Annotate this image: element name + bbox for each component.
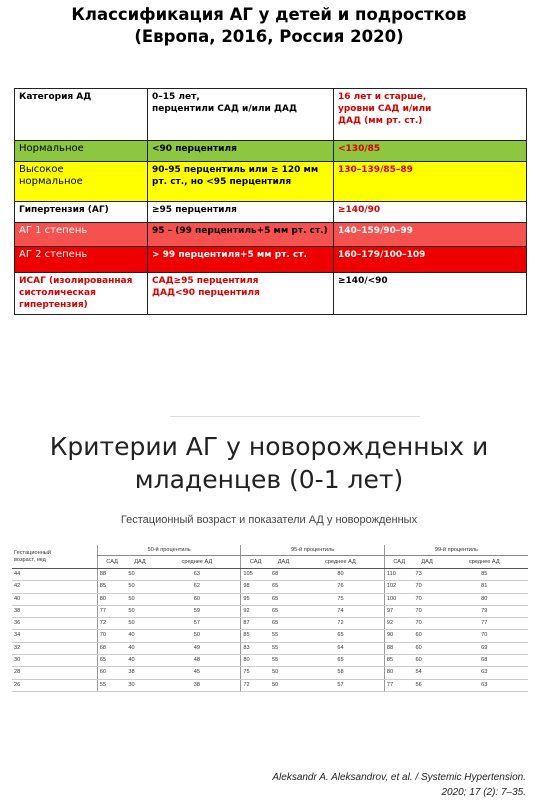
bp-value-cell: 70: [414, 593, 441, 605]
subhead-dbp: ДАД: [414, 556, 441, 569]
table-row: [15, 162, 527, 202]
bp-value-cell: 83: [241, 642, 270, 654]
bp-value-cell: 56: [414, 679, 441, 691]
bp-value-cell: 92: [241, 605, 270, 617]
gestational-age-cell: 42: [12, 581, 97, 593]
bp-value-cell: 50: [126, 593, 153, 605]
category-cell: АГ 2 степень: [15, 247, 148, 273]
bp-value-cell: 50: [126, 581, 153, 593]
title2-line-1: Критерии АГ у новорожденных и: [49, 432, 489, 461]
gestational-age-cell: 38: [12, 605, 97, 617]
bp-value-cell: 72: [241, 679, 270, 691]
bp-value-cell: 74: [297, 605, 384, 617]
table-row: [15, 202, 527, 223]
group-header-95: 95-й процентиль: [241, 545, 385, 556]
bp-value-cell: 57: [297, 679, 384, 691]
bp-value-cell: 80: [297, 569, 384, 581]
bp-value-cell: 50: [126, 605, 153, 617]
bp-value-cell: 60: [153, 593, 240, 605]
bp-value-cell: 80: [241, 655, 270, 667]
bp-value-cell: 68: [441, 655, 528, 667]
bp-value-cell: 75: [297, 593, 384, 605]
table-row: [12, 679, 528, 691]
bp-value-cell: 60: [414, 655, 441, 667]
bp-value-cell: 40: [126, 655, 153, 667]
title-line-2: (Европа, 2016, Россия 2020): [134, 27, 404, 46]
bp-value-cell: 62: [153, 581, 240, 593]
children-value-cell: 95 – (99 перцентиль+5 мм рт. ст.): [148, 223, 334, 247]
bp-value-cell: 75: [241, 667, 270, 679]
gestational-age-cell: 34: [12, 630, 97, 642]
citation: [272, 770, 526, 800]
gestational-age-cell: 26: [12, 679, 97, 691]
table-row: [12, 667, 528, 679]
table-header-row: [15, 89, 527, 141]
bp-value-cell: 59: [153, 605, 240, 617]
group-header-row: [12, 545, 528, 556]
bp-value-cell: 105: [241, 569, 270, 581]
gestational-age-cell: 32: [12, 642, 97, 654]
bp-value-cell: 40: [126, 642, 153, 654]
bp-value-cell: 63: [441, 679, 528, 691]
bp-value-cell: 50: [270, 679, 297, 691]
bp-value-cell: 55: [270, 642, 297, 654]
bp-value-cell: 65: [97, 655, 126, 667]
bp-value-cell: 95: [241, 593, 270, 605]
category-cell: Нормальное: [15, 141, 148, 162]
citation-line-1: Aleksandr A. Aleksandrov, et al. / Systemic Hypertension.: [272, 772, 526, 783]
category-cell: Гипертензия (АГ): [15, 202, 148, 223]
adult-value-cell: <130/85: [334, 141, 527, 162]
bp-value-cell: 65: [270, 618, 297, 630]
gestational-age-cell: 36: [12, 618, 97, 630]
category-cell: ИСАГ (изолированная систолическая гипертензия): [15, 273, 148, 315]
bp-value-cell: 38: [126, 667, 153, 679]
table-row: [12, 605, 528, 617]
bp-value-cell: 80: [97, 593, 126, 605]
bp-value-cell: 48: [153, 655, 240, 667]
category-cell: АГ 1 степень: [15, 223, 148, 247]
category-cell: Высокое нормальное: [15, 162, 148, 202]
adult-value-cell: 130–139/85–89: [334, 162, 527, 202]
bp-value-cell: 88: [97, 569, 126, 581]
subhead-dbp: ДАД: [126, 556, 153, 569]
subhead-sbp: САД: [241, 556, 270, 569]
bp-value-cell: 45: [153, 667, 240, 679]
bp-value-cell: 63: [153, 569, 240, 581]
bp-value-cell: 50: [126, 618, 153, 630]
bp-value-cell: 110: [384, 569, 413, 581]
table-row: [12, 655, 528, 667]
bp-value-cell: 79: [441, 605, 528, 617]
table-row: [12, 569, 528, 581]
divider-1: [170, 416, 420, 417]
table-row: [12, 630, 528, 642]
bp-value-cell: 30: [126, 679, 153, 691]
subhead-sbp: САД: [97, 556, 126, 569]
header-category: Категория АД: [15, 89, 148, 141]
subhead-mean: среднее АД: [441, 556, 528, 569]
bp-value-cell: 98: [241, 581, 270, 593]
adult-value-cell: ≥140/<90: [334, 273, 527, 315]
bp-value-cell: 55: [270, 655, 297, 667]
bp-value-cell: 85: [384, 655, 413, 667]
bp-value-cell: 54: [414, 667, 441, 679]
group-header-99: 99-й процентиль: [384, 545, 528, 556]
bp-value-cell: 70: [441, 630, 528, 642]
table-row: [12, 581, 528, 593]
adult-value-cell: 160–179/100–109: [334, 247, 527, 273]
bp-value-cell: 77: [384, 679, 413, 691]
subhead-dbp: ДАД: [270, 556, 297, 569]
gestational-age-cell: 44: [12, 569, 97, 581]
gestational-age-cell: 40: [12, 593, 97, 605]
bp-value-cell: 70: [97, 630, 126, 642]
newborn-bp-table: [12, 545, 528, 692]
page-title-newborns: [0, 430, 538, 496]
table-subtitle: Гестационный возраст и показатели АД у новорожденных: [120, 514, 418, 526]
bp-value-cell: 60: [414, 630, 441, 642]
bp-value-cell: 57: [153, 618, 240, 630]
bp-value-cell: 70: [414, 605, 441, 617]
bp-value-cell: 50: [270, 667, 297, 679]
bp-value-cell: 60: [97, 667, 126, 679]
bp-value-cell: 76: [297, 581, 384, 593]
bp-value-cell: 65: [270, 593, 297, 605]
title2-line-2: младенцев (0-1 лет): [134, 465, 404, 494]
bp-value-cell: 80: [441, 593, 528, 605]
bp-value-cell: 50: [126, 569, 153, 581]
children-value-cell: ≥95 перцентиля: [148, 202, 334, 223]
bp-value-cell: 88: [384, 642, 413, 654]
citation-line-2: 2020; 17 (2): 7–35.: [441, 787, 526, 798]
bp-value-cell: 69: [441, 642, 528, 654]
bp-value-cell: 65: [270, 581, 297, 593]
bp-value-cell: 80: [384, 667, 413, 679]
bp-value-cell: 72: [97, 618, 126, 630]
bp-value-cell: 90: [384, 630, 413, 642]
subhead-mean: среднее АД: [297, 556, 384, 569]
adult-value-cell: ≥140/90: [334, 202, 527, 223]
children-value-cell: > 99 перцентиля+5 мм рт. ст.: [148, 247, 334, 273]
table-row: [15, 273, 527, 315]
bp-value-cell: 85: [241, 630, 270, 642]
bp-value-cell: 65: [297, 655, 384, 667]
bp-value-cell: 58: [297, 667, 384, 679]
table-row: [12, 593, 528, 605]
page-title-classification: [0, 4, 538, 48]
bp-value-cell: 40: [126, 630, 153, 642]
subhead-sbp: САД: [384, 556, 413, 569]
bp-value-cell: 77: [97, 605, 126, 617]
bp-value-cell: 92: [384, 618, 413, 630]
bp-value-cell: 73: [414, 569, 441, 581]
bp-value-cell: 85: [97, 581, 126, 593]
bp-classification-table: [14, 88, 527, 315]
table-row: [12, 642, 528, 654]
children-value-cell: САД≥95 перцентиля ДАД<90 перцентиля: [148, 273, 334, 315]
bp-value-cell: 87: [241, 618, 270, 630]
adult-value-cell: 140–159/90–99: [334, 223, 527, 247]
bp-value-cell: 50: [153, 630, 240, 642]
title-line-1: Классификация АГ у детей и подростков: [71, 5, 467, 24]
bp-value-cell: 65: [297, 630, 384, 642]
table-row: [15, 223, 527, 247]
bp-value-cell: 85: [441, 569, 528, 581]
gestational-age-cell: 28: [12, 667, 97, 679]
bp-value-cell: 68: [270, 569, 297, 581]
children-value-cell: <90 перцентиля: [148, 141, 334, 162]
bp-value-cell: 55: [97, 679, 126, 691]
group-header-50: 50-й процентиль: [97, 545, 241, 556]
bp-value-cell: 68: [97, 642, 126, 654]
header-children: 0–15 лет, перцентили САД и/или ДАД: [148, 89, 334, 141]
bp-value-cell: 63: [441, 667, 528, 679]
bp-value-cell: 100: [384, 593, 413, 605]
bp-value-cell: 70: [414, 618, 441, 630]
bp-value-cell: 38: [153, 679, 240, 691]
bp-value-cell: 55: [270, 630, 297, 642]
table-row: [15, 247, 527, 273]
table-row: [15, 141, 527, 162]
bp-value-cell: 70: [414, 581, 441, 593]
bp-value-cell: 102: [384, 581, 413, 593]
bp-value-cell: 64: [297, 642, 384, 654]
subhead-mean: среднее АД: [153, 556, 240, 569]
gestational-age-cell: 30: [12, 655, 97, 667]
bp-value-cell: 60: [414, 642, 441, 654]
bp-value-cell: 65: [270, 605, 297, 617]
table-row: [12, 618, 528, 630]
bp-value-cell: 77: [441, 618, 528, 630]
bp-value-cell: 49: [153, 642, 240, 654]
children-value-cell: 90-95 перцентиль или ≥ 120 мм рт. ст., но <95 перцентиля: [148, 162, 334, 202]
corner-header: Гестационный возраст, нед: [12, 545, 97, 569]
header-adults: 16 лет и старше, уровни САД и/или ДАД (мм рт. ст.): [334, 89, 527, 141]
bp-value-cell: 97: [384, 605, 413, 617]
bp-value-cell: 81: [441, 581, 528, 593]
bp-value-cell: 72: [297, 618, 384, 630]
